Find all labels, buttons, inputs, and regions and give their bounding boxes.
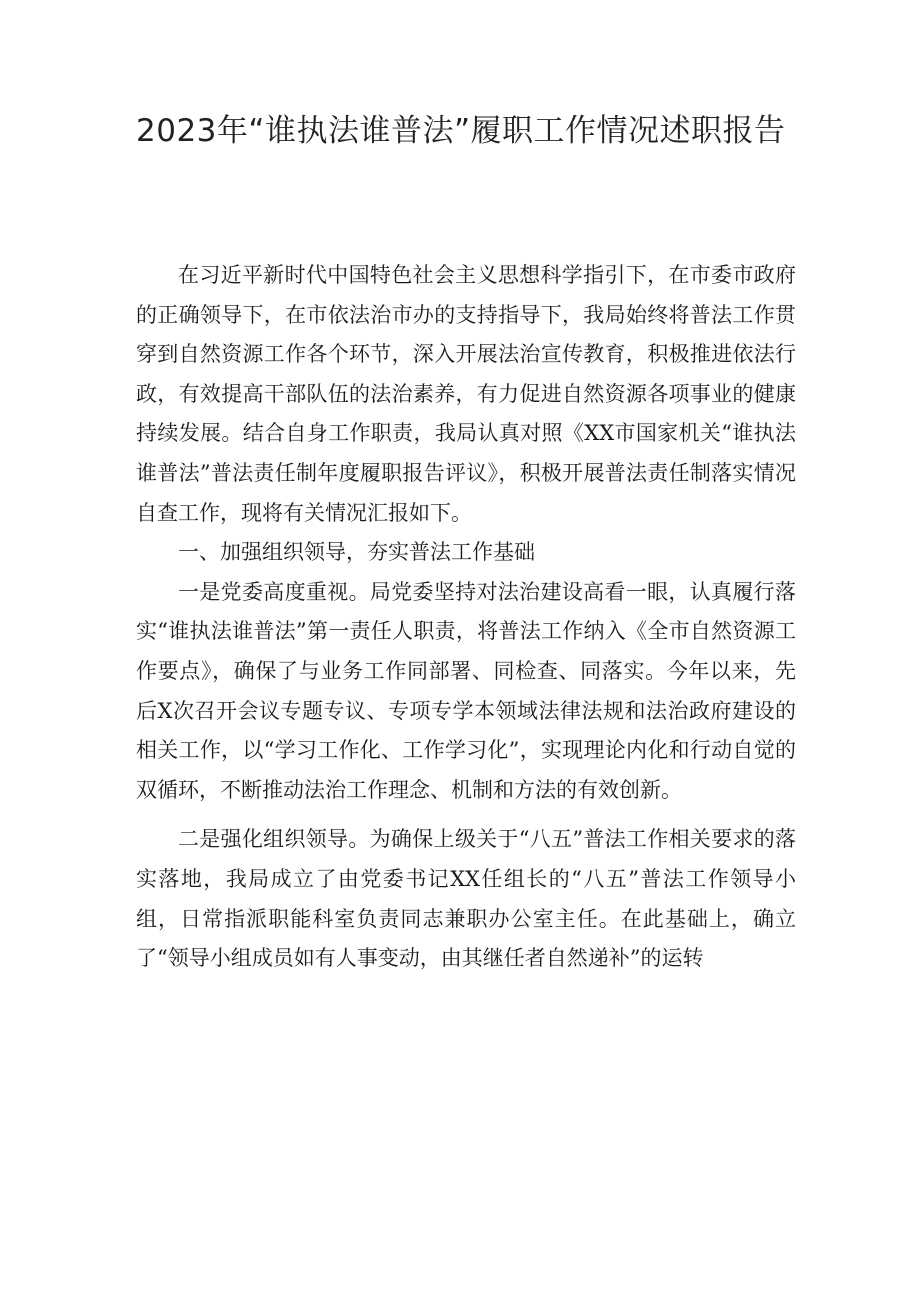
paragraph-party-committee: 一是党委高度重视。局党委坚持对法治建设高看一眼，认真履行落实“谁执法谁普法”第一责任人职责，将普法工作纳入《全市自然资源工作要点》，确保了与业务工作同部署、同检查、同落实。今年以来，先后X次召开会议专题专议、专项专学本领域法律法规和法治政府建设的相关工作，以“学习工作化、工作学习化”，实现理论内化和行动自觉的双循环，不断推动法治工作理念、机制和方法的有效创新。 (136, 579, 796, 802)
paragraph-leadership: 二是强化组织领导。为确保上级关于“八五”普法工作相关要求的落实落地，我局成立了由党委书记XX任组长的“八五”普法工作领导小组，日常指派职能科室负责同志兼职办公室主任。在此基础上，确立了“领导小组成员如有人事变动，由其继任者自然递补”的运转 (136, 827, 796, 971)
section-heading-1: 一、加强组织领导，夯实普法工作基础 (178, 540, 535, 565)
document-title: 2023年“谁执法谁普法”履职工作情况述职报告 (136, 113, 786, 149)
document-body (136, 256, 796, 979)
paragraph-intro: 在习近平新时代中国特色社会主义思想科学指引下，在市委市政府的正确领导下，在市依法治市办的支持指导下，我局始终将普法工作贯穿到自然资源工作各个环节，深入开展法治宣传教育，积极推进依法行政，有效提高干部队伍的法治素养，有力促进自然资源各项事业的健康持续发展。结合自身工作职责，我局认真对照《XX市国家机关“谁执法谁普法”普法责任制年度履职报告评议》，积极开展普法责任制落实情况自查工作，现将有关情况汇报如下。 (136, 263, 796, 525)
